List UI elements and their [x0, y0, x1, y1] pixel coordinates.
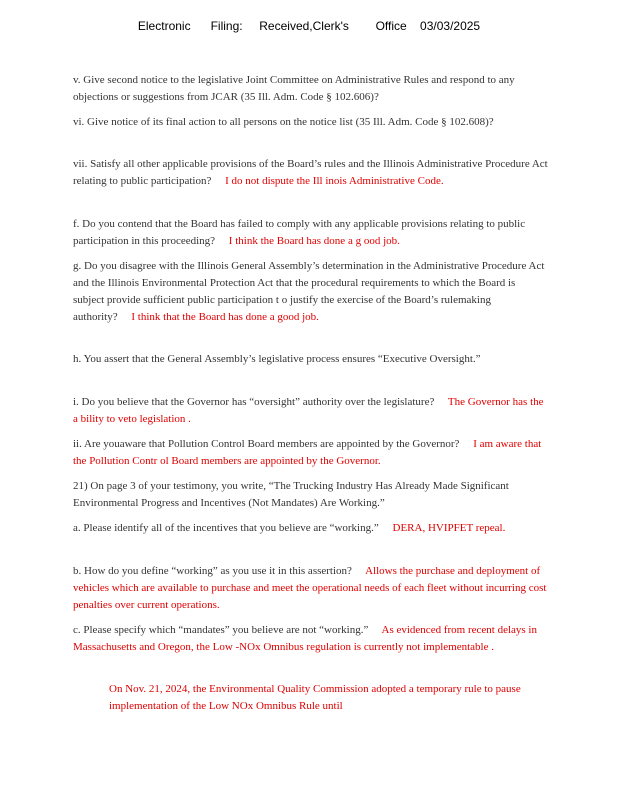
paragraph-vii [73, 156, 548, 190]
paragraph-h [73, 351, 548, 368]
paragraph-b [73, 563, 548, 614]
indented-paragraph: On Nov. 21, 2024, the Environmental Quality Commission adopted a temporary rule to pause implementation of the Low NOx Omnibus Rule until [109, 683, 521, 712]
filing-header: Electronic Filing: Received,Clerk's Office 03/03/2025 [137, 19, 481, 33]
question-text: 21) On page 3 of your testimony, you write, “The Trucking Industry Has Already Made Significant Environmental Progress and Incentives (Not Mandates) Are Working.” [73, 480, 509, 509]
paragraph-f [73, 216, 548, 250]
question-text: i. Do you believe that the Governor has “oversight” authority over the legislature? [73, 396, 435, 408]
paragraph-c [73, 622, 548, 656]
question-text: f. Do you contend that the Board has failed to comply with any applicable provisions relating to public participation in this proceeding? [73, 218, 526, 247]
paragraph-ii [73, 436, 548, 470]
paragraph-a [73, 520, 548, 537]
question-text: a. Please identify all of the incentives that you believe are “working.” [73, 522, 379, 534]
question-text: b. How do you define “working” as you use it in this assertion? [73, 565, 352, 577]
paragraph-21 [73, 478, 548, 512]
question-text: g. Do you disagree with the Illinois General Assembly’s determination in the Administrative Procedure Act and the Illinois Environmental Protection Act that the procedural requirements to which the Board is subject provide sufficient public participation t o justify the exercise of the Board’s rulemaking authority? [73, 260, 545, 323]
question-text: c. Please specify which “mandates” you believe are not “working.” [73, 624, 369, 636]
question-text: vi. Give notice of its final action to all persons on the notice list (35 Ill. Adm. Code § 102.608)? [73, 116, 494, 128]
paragraph-vi [73, 114, 548, 131]
answer-text: As evidenced from recent delays in Massachusetts and Oregon, the Low -NOx Omnibus regulation is currently not implementable . [73, 624, 537, 653]
question-text: v. Give second notice to the legislative Joint Committee on Administrative Rules and respond to any objections or suggestions from JCAR (35 Ill. Adm. Code § 102.606)? [73, 74, 515, 103]
answer-text: I think that the Board has done a good job. [131, 311, 319, 323]
answer-text: DERA, HVIPFET repeal. [392, 522, 506, 534]
question-text: vii. Satisfy all other applicable provisions of the Board’s rules and the Illinois Administrative Procedure Act relating to public participation? [73, 158, 548, 187]
answer-text: The Governor has the a bility to veto legislation . [73, 396, 544, 425]
paragraph-v [73, 72, 548, 106]
question-text: h. You assert that the General Assembly’s legislative process ensures “Executive Oversight.” [73, 353, 481, 365]
answer-text: I think the Board has done a g ood job. [228, 235, 400, 247]
answer-text: Allows the purchase and deployment of vehicles which are available to purchase and meet the operational needs of each fleet without incurring cost penalties over current operations. [73, 565, 547, 611]
paragraph-i [73, 394, 548, 428]
paragraph-g [73, 258, 548, 326]
answer-text: I do not dispute the Ill inois Administrative Code. [225, 175, 444, 187]
question-text: ii. Are youaware that Pollution Control Board members are appointed by the Governor? [73, 438, 460, 450]
answer-text: I am aware that the Pollution Contr ol Board members are appointed by the Governor. [73, 438, 542, 467]
